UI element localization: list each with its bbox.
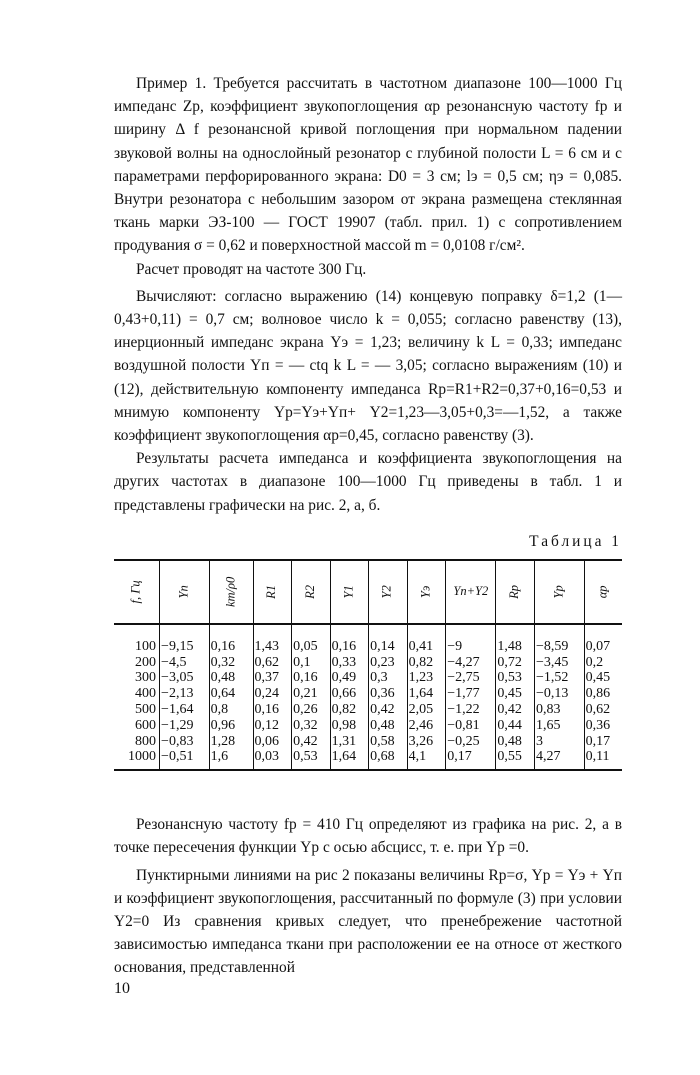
table-row bbox=[114, 702, 622, 718]
table-cell: 0,07 bbox=[584, 624, 622, 655]
table-cell: 500 bbox=[135, 702, 157, 718]
table-cell: −1,64 bbox=[160, 702, 210, 718]
table-cell: −0,13 bbox=[534, 686, 584, 702]
table-cell: −4,5 bbox=[160, 655, 210, 671]
col-header: Rр bbox=[496, 560, 535, 624]
table-cell: 600 bbox=[135, 717, 157, 733]
table-cell: 0,66 bbox=[330, 686, 369, 702]
table-cell: 0,53 bbox=[496, 670, 535, 686]
table-cell: 1,64 bbox=[330, 749, 369, 770]
table-cell: 100 bbox=[135, 638, 157, 654]
col-header: Yп+Y2 bbox=[446, 560, 496, 624]
table-cell: −9,15 bbox=[160, 624, 210, 655]
table-cell: 0,86 bbox=[584, 686, 622, 702]
dashed-lines-paragraph: Пунктирными линиями на рис 2 показаны величины Rр=σ, Yр = Yэ + Yп и коэффициент звукопоглощения, рассчитанный по формуле (3) при условии Y2=0 Из сравнения кривых следует, что пренебрежение частотной зависимостью импеданса ткани при расположении ее на относе от жесткого основания, представленной bbox=[114, 866, 622, 977]
table-cell: 1,65 bbox=[534, 718, 584, 734]
table-cell: 1000 bbox=[114, 749, 160, 770]
table-cell: 0,48 bbox=[369, 718, 408, 734]
table-cell: 2,05 bbox=[407, 702, 446, 718]
table-cell: 0,44 bbox=[496, 718, 535, 734]
col-header: Yп bbox=[160, 560, 210, 624]
table-cell: 3 bbox=[534, 734, 584, 750]
table-cell: −3,05 bbox=[160, 670, 210, 686]
col-header: Yр bbox=[534, 560, 584, 624]
table-cell: 0,45 bbox=[496, 686, 535, 702]
table-cell: 0,42 bbox=[496, 702, 535, 718]
table-row bbox=[114, 624, 622, 655]
table-cell: 4,1 bbox=[407, 749, 446, 770]
table-cell: 0,11 bbox=[584, 749, 622, 770]
table-cell: 1,28 bbox=[209, 734, 253, 750]
table-cell: 0,17 bbox=[446, 749, 496, 770]
table-cell: 800 bbox=[135, 733, 157, 749]
table-cell: 0,49 bbox=[330, 670, 369, 686]
table-cell: 0,96 bbox=[209, 718, 253, 734]
table-cell: 1,31 bbox=[330, 734, 369, 750]
table-cell: 0,72 bbox=[496, 655, 535, 671]
table-cell: 0,3 bbox=[369, 670, 408, 686]
table-cell: 4,27 bbox=[534, 749, 584, 770]
table-cell: 1,64 bbox=[407, 686, 446, 702]
table-cell: 0,23 bbox=[369, 655, 408, 671]
table-row bbox=[114, 670, 622, 686]
col-header: km/ρ0 bbox=[209, 560, 253, 624]
table-cell: 0,53 bbox=[292, 749, 331, 770]
table-cell: −1,52 bbox=[534, 670, 584, 686]
table-cell: 0,33 bbox=[330, 655, 369, 671]
table-cell: −1,22 bbox=[446, 702, 496, 718]
table-cell: 0,32 bbox=[209, 655, 253, 671]
table-cell: 0,62 bbox=[584, 702, 622, 718]
table-cell: 0,16 bbox=[209, 624, 253, 655]
table-caption: Таблица 1 bbox=[529, 532, 622, 550]
table-cell: 0,37 bbox=[253, 670, 292, 686]
table-cell: 0,03 bbox=[253, 749, 292, 770]
table-row bbox=[114, 655, 622, 671]
table-cell: −0,83 bbox=[160, 734, 210, 750]
table-cell: 0,12 bbox=[253, 718, 292, 734]
table-header-row bbox=[114, 560, 622, 624]
table-cell: 0,68 bbox=[369, 749, 408, 770]
table-cell: −2,13 bbox=[160, 686, 210, 702]
table-cell: −2,75 bbox=[446, 670, 496, 686]
table-cell: −4,27 bbox=[446, 655, 496, 671]
table-cell: 1,48 bbox=[496, 624, 535, 655]
table-cell: 0,17 bbox=[584, 734, 622, 750]
table-cell: 0,14 bbox=[369, 624, 408, 655]
table-cell: −0,25 bbox=[446, 734, 496, 750]
table-cell: 0,06 bbox=[253, 734, 292, 750]
table-cell: 0,62 bbox=[253, 655, 292, 671]
table-cell: 0,48 bbox=[209, 670, 253, 686]
results-table bbox=[114, 559, 622, 771]
page-body bbox=[114, 72, 622, 980]
table-cell: 1,6 bbox=[209, 749, 253, 770]
table-cell: −8,59 bbox=[534, 624, 584, 655]
table-row bbox=[114, 718, 622, 734]
calc-frequency-paragraph: Расчет проводят на частоте 300 Гц. bbox=[136, 260, 367, 278]
col-header: αр bbox=[584, 560, 622, 624]
table-cell: 0,1 bbox=[292, 655, 331, 671]
col-header: Yэ bbox=[407, 560, 446, 624]
table-cell: 0,42 bbox=[369, 702, 408, 718]
table-cell: 0,41 bbox=[407, 624, 446, 655]
table-cell: −0,51 bbox=[160, 749, 210, 770]
table-cell: 0,48 bbox=[496, 734, 535, 750]
example-paragraph: Пример 1. Требуется рассчитать в частотном диапазоне 100—1000 Гц импеданс Zр, коэффициент звукопоглощения αр резонансную частоту fр и ширину Δ f резонансной кривой поглощения при нормальном падении звуковой волны на однослойный резонатор с глубиной полости L = 6 см и с параметрами перфорированного экрана: D0 = 3 см; lэ = 0,5 см; ηэ = 0,085. Внутри резонатора с небольшим зазором от экрана размещена стеклянная ткань марки ЭЗ-100 — ГОСТ 19907 (табл. прил. 1) с сопротивлением продувания σ = 0,62 и поверхностной массой m = 0,0108 г/см². bbox=[114, 75, 622, 255]
table-cell: 0,05 bbox=[292, 624, 331, 655]
table-cell: 400 bbox=[135, 686, 157, 702]
table-cell: 0,82 bbox=[407, 655, 446, 671]
calculation-paragraph: Вычисляют: согласно выражению (14) концевую поправку δ=1,2 (1—0,43+0,11) = 0,7 см; волновое число k = 0,055; согласно равенству (13), инерционный импеданс экрана Yэ = 1,23; величину k L = 0,33; импеданс воздушной полости Yп = — ctq k L = — 3,05; согласно выражениям (10) и (12), действительную компоненту импеданса Rр=R1+R2=0,37+0,16=0,53 и мнимую компоненту Yр=Yэ+Yп+ Y2=1,23—3,05+0,3=—1,52, а также коэффициент звукопоглощения αр=0,45, согласно равенству (3). bbox=[114, 287, 622, 445]
table-cell: 0,42 bbox=[292, 734, 331, 750]
resonance-paragraph: Резонансную частоту fр = 410 Гц определяют из графика на рис. 2, а в точке пересечения функции Yр с осью абсцисс, т. е. при Yр =0. bbox=[114, 816, 622, 857]
table-cell: 0,58 bbox=[369, 734, 408, 750]
table-cell: −0,81 bbox=[446, 718, 496, 734]
col-header: Y2 bbox=[369, 560, 408, 624]
table-cell: 0,2 bbox=[584, 655, 622, 671]
col-header: f, Гц bbox=[114, 560, 160, 624]
table-cell: 0,98 bbox=[330, 718, 369, 734]
table-cell: 0,16 bbox=[253, 702, 292, 718]
table-cell: −9 bbox=[446, 624, 496, 655]
table-cell: 0,83 bbox=[534, 702, 584, 718]
table-cell: 0,21 bbox=[292, 686, 331, 702]
table-cell: 0,24 bbox=[253, 686, 292, 702]
table-cell: 1,23 bbox=[407, 670, 446, 686]
table-cell: 0,64 bbox=[209, 686, 253, 702]
col-header: R2 bbox=[292, 560, 331, 624]
table-cell: 1,43 bbox=[253, 624, 292, 655]
table-row bbox=[114, 749, 622, 770]
table-cell: 300 bbox=[135, 670, 157, 686]
table-cell: 0,8 bbox=[209, 702, 253, 718]
table-cell: 0,36 bbox=[584, 718, 622, 734]
table-cell: 0,36 bbox=[369, 686, 408, 702]
table-cell: 3,26 bbox=[407, 734, 446, 750]
table-cell: 2,46 bbox=[407, 718, 446, 734]
table-cell: −1,29 bbox=[160, 718, 210, 734]
col-header: R1 bbox=[253, 560, 292, 624]
table-cell: −3,45 bbox=[534, 655, 584, 671]
table-cell: 200 bbox=[135, 654, 157, 670]
table-cell: 0,26 bbox=[292, 702, 331, 718]
table-cell: 0,55 bbox=[496, 749, 535, 770]
table-cell: 0,32 bbox=[292, 718, 331, 734]
table-cell: 0,82 bbox=[330, 702, 369, 718]
table-row bbox=[114, 686, 622, 702]
table-cell: 0,16 bbox=[330, 624, 369, 655]
table-cell: 0,45 bbox=[584, 670, 622, 686]
col-header: Y1 bbox=[330, 560, 369, 624]
table-cell: −1,77 bbox=[446, 686, 496, 702]
page-number: 10 bbox=[114, 980, 130, 997]
table-row bbox=[114, 734, 622, 750]
results-paragraph: Результаты расчета импеданса и коэффициента звукопоглощения на других частотах в диапазоне 100—1000 Гц приведены в табл. 1 и представлены графически на рис. 2, а, б. bbox=[114, 450, 622, 514]
table-cell: 0,16 bbox=[292, 670, 331, 686]
